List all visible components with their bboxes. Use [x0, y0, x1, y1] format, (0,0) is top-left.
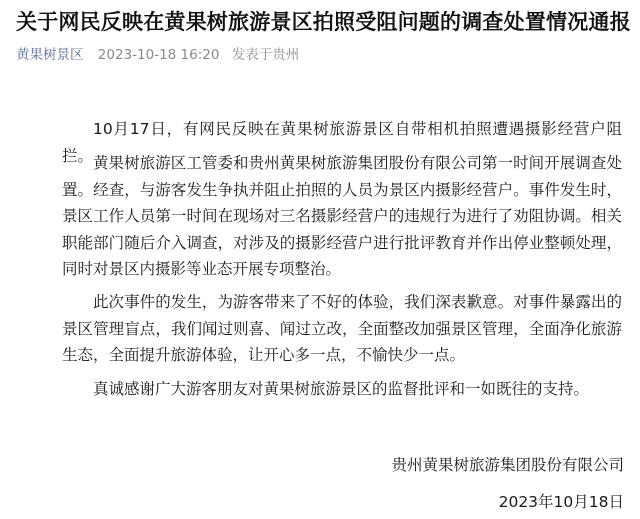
paragraph-3: 此次事件的发生，为游客带来了不好的体验，我们深表歉意。对事件暴露出的景区管理盲点，我们闻过则喜、闻过立改，全面整改加强景区管理，全面净化旅游生态，全面提升旅游体验，让开心多一点，不愉快少一点。 [62, 293, 622, 364]
publish-location: 发表于贵州 [231, 47, 300, 63]
publish-time: 2023-10-18 16:20 [97, 47, 220, 63]
paragraph-1: 10月17日，有网民反映在黄果树旅游景区自带相机拍照遭遇摄影经营户阻拦。 [62, 120, 622, 165]
article-title: 关于网民反映在黄果树旅游景区拍照受阻问题的调查处置情况通报 [16, 10, 631, 34]
article-meta [16, 46, 299, 64]
issuer-signature: 贵州黄果树旅游集团股份有限公司 [391, 456, 624, 474]
paragraph-2: 黄果树旅游区工管委和贵州黄果树旅游集团股份有限公司第一时间开展调查处置。经查，与游客发生争执并阻止拍照的人员为景区内摄影经营户。事件发生时，景区工作人员第一时间在现场对三名摄影经营户的违规行为进行了劝阻协调。相关职能部门随后介入调查，对涉及的摄影经营户进行批评教育并作出停业整顿处理，同时对景区内摄影等业态开展专项整治。 [62, 154, 622, 278]
issue-date: 2023年10月18日 [498, 493, 624, 511]
paragraph-4: 真诚感谢广大游客朋友对黄果树旅游景区的监督批评和一如既往的支持。 [93, 380, 590, 398]
account-name-link[interactable]: 黄果树景区 [16, 47, 84, 63]
